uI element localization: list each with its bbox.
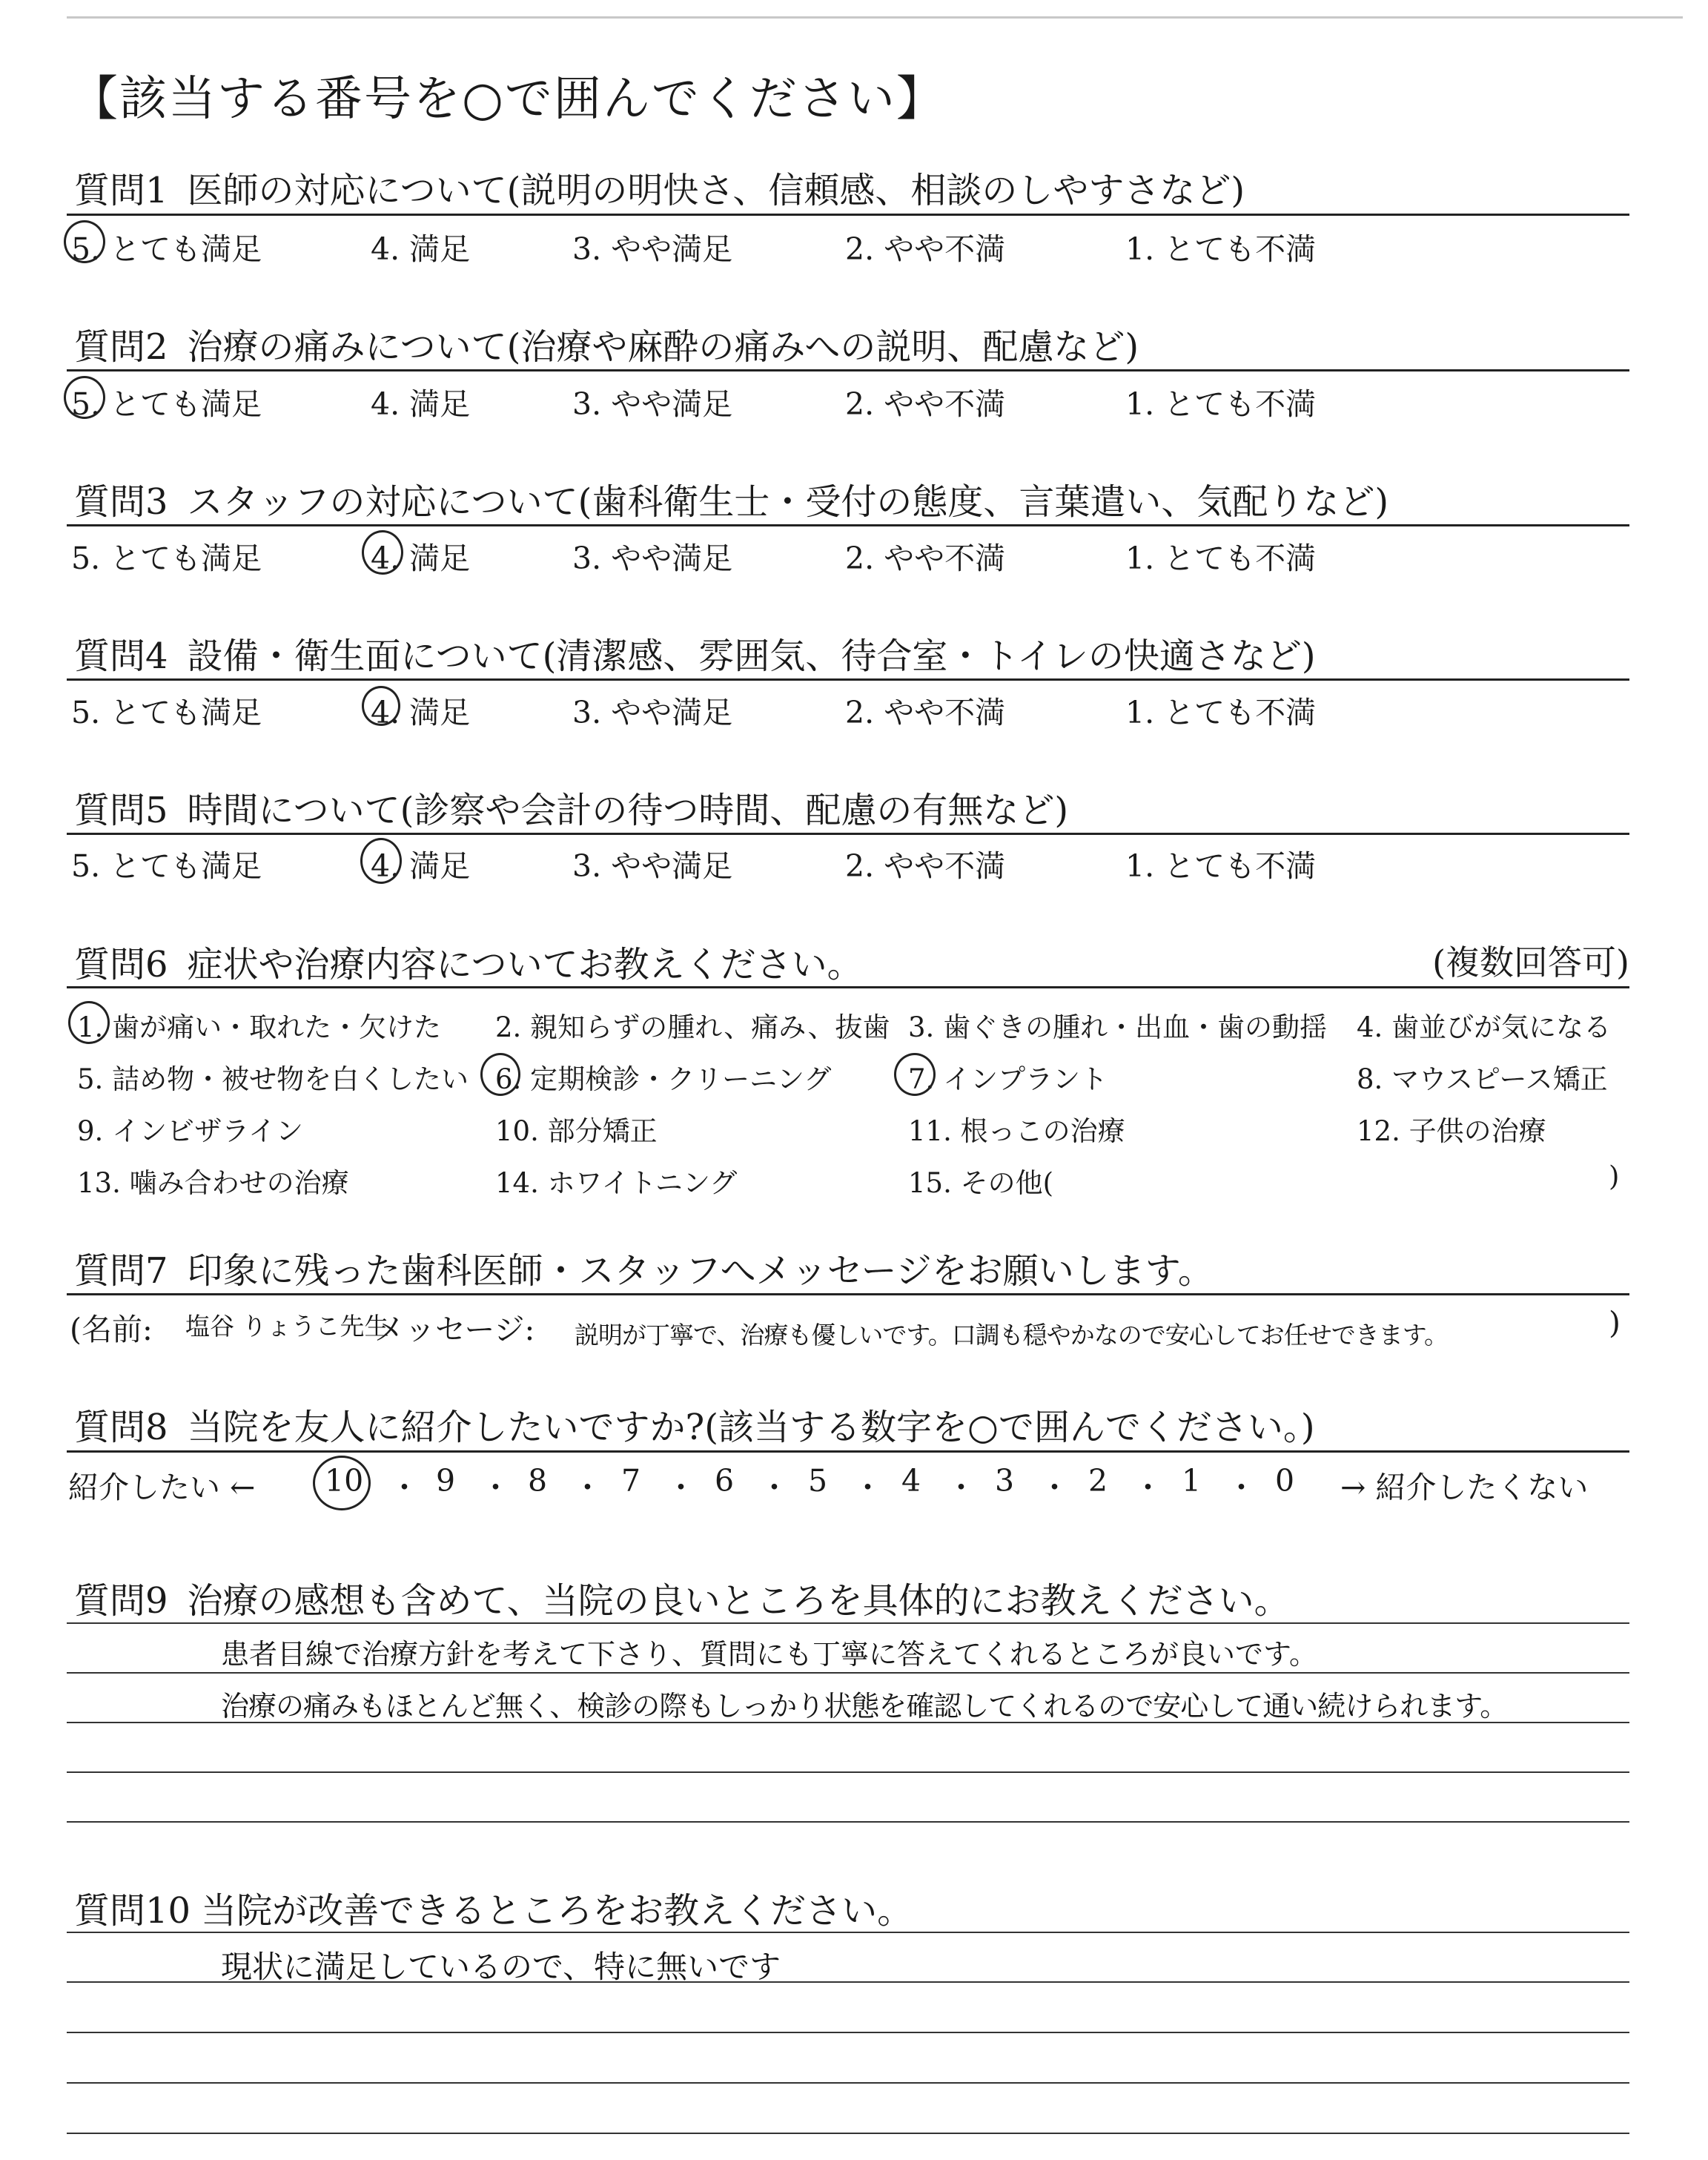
option-4[interactable]: 4. 満足 <box>371 386 471 422</box>
question-1 <box>74 162 1245 213</box>
question-number: 質問4 <box>74 635 168 677</box>
option-2[interactable]: 2. やや不満 <box>845 231 1006 267</box>
option-5[interactable]: 5. とても満足 <box>71 695 262 730</box>
question-rule <box>67 1293 1629 1295</box>
q6-option-11[interactable]: 11. 根っこの治療 <box>908 1115 1125 1147</box>
selection-circle <box>313 1456 371 1510</box>
answer-line <box>67 2082 1629 2084</box>
answer-line <box>67 1672 1629 1674</box>
scale-5[interactable]: 5 <box>808 1463 828 1499</box>
option-1[interactable]: 1. とても不満 <box>1125 695 1317 730</box>
question-number: 質問7 <box>74 1250 168 1292</box>
question-8 <box>74 1398 1315 1450</box>
question-rule <box>67 986 1629 988</box>
question-text: 当院を友人に紹介したいですか?(該当する数字を○で囲んでください。) <box>187 1407 1315 1448</box>
scale-dot: ・ <box>1039 1470 1070 1505</box>
scale-10[interactable]: 10 <box>325 1463 364 1499</box>
question-number: 質問6 <box>74 944 168 985</box>
option-4[interactable]: 4. 満足 <box>371 541 471 576</box>
q6-option-1[interactable]: 1. 歯が痛い・取れた・欠けた <box>77 1011 442 1043</box>
question-text: 医師の対応について(説明の明快さ、信頼感、相談のしやすさなど) <box>187 170 1245 211</box>
scale-2[interactable]: 2 <box>1088 1463 1108 1499</box>
question-rule <box>67 833 1629 835</box>
question-rule <box>67 1450 1629 1453</box>
scale-4[interactable]: 4 <box>901 1463 921 1499</box>
question-rule <box>67 369 1629 371</box>
q6-option-10[interactable]: 10. 部分矯正 <box>495 1115 658 1147</box>
question-rule <box>67 524 1629 526</box>
q6-option-7[interactable]: 7. インプラント <box>908 1063 1108 1095</box>
question-text: 症状や治療内容についてお教えください。 <box>187 944 863 985</box>
question-text: 時間について(診察や会計の待つ時間、配慮の有無など) <box>187 790 1069 831</box>
question-text: 印象に残った歯科医師・スタッフへメッセージをお願いします。 <box>187 1250 1214 1292</box>
scale-dot: ・ <box>1133 1470 1163 1505</box>
question-rule <box>67 678 1629 681</box>
scale-1[interactable]: 1 <box>1182 1463 1202 1499</box>
option-5[interactable]: 5. とても満足 <box>71 541 262 576</box>
message-label: メッセージ: <box>374 1312 535 1347</box>
question-number: 質問2 <box>74 326 168 368</box>
q6-option-9[interactable]: 9. インビザライン <box>77 1115 303 1147</box>
answer-line <box>67 1622 1629 1624</box>
option-1[interactable]: 1. とても不満 <box>1125 231 1317 267</box>
scale-8[interactable]: 8 <box>528 1463 548 1499</box>
scale-dot: ・ <box>1226 1470 1257 1505</box>
recommend-left-label: 紹介したい ← <box>68 1470 256 1505</box>
multiple-answer-note: (複数回答可) <box>1432 942 1629 982</box>
option-3[interactable]: 3. やや満足 <box>572 231 733 267</box>
question-text: 治療の感想も含めて、当院の良いところを具体的にお教えください。 <box>187 1580 1290 1622</box>
q6-option-4[interactable]: 4. 歯並びが気になる <box>1357 1011 1612 1043</box>
option-3[interactable]: 3. やや満足 <box>572 695 733 730</box>
option-3[interactable]: 3. やや満足 <box>572 541 733 576</box>
scale-dot: ・ <box>480 1470 511 1505</box>
question-10 <box>74 1882 913 1933</box>
option-5[interactable]: 5. とても満足 <box>71 231 262 267</box>
page-header: 【該当する番号を○で囲んでください】 <box>70 72 945 127</box>
option-1[interactable]: 1. とても不満 <box>1125 848 1317 884</box>
option-2[interactable]: 2. やや不満 <box>845 695 1006 730</box>
question-text: スタッフの対応について(歯科衛生士・受付の態度、言葉遣い、気配りなど) <box>187 481 1389 523</box>
answer-handwritten-line-2[interactable]: 治療の痛みもほとんど無く、検診の際もしっかり状態を確認してくれるので安心して通い続けられます。 <box>221 1690 1508 1723</box>
scale-7[interactable]: 7 <box>621 1463 641 1499</box>
question-6 <box>74 936 863 987</box>
selection-circle <box>480 1053 520 1096</box>
option-2[interactable]: 2. やや不満 <box>845 848 1006 884</box>
message-handwritten[interactable]: 説明が丁寧で、治療も優しいです。口調も穏やかなので安心してお任せできます。 <box>575 1321 1449 1350</box>
selection-circle <box>362 686 400 726</box>
q6-option-15[interactable]: 15. その他( <box>908 1167 1054 1199</box>
scale-dot: ・ <box>759 1470 790 1505</box>
selection-circle <box>360 838 402 884</box>
answer-handwritten-line-1[interactable]: 患者目線で治療方針を考えて下さり、質問にも丁寧に答えてくれるところが良いです。 <box>221 1638 1317 1671</box>
top-border <box>67 16 1683 19</box>
scale-dot: ・ <box>666 1470 696 1505</box>
question-text: 治療の痛みについて(治療や麻酔の痛みへの説明、配慮など) <box>187 326 1139 368</box>
q6-option-12[interactable]: 12. 子供の治療 <box>1357 1115 1546 1147</box>
answer-line <box>67 1771 1629 1773</box>
scale-dot: ・ <box>572 1470 603 1505</box>
question-number: 質問1 <box>74 170 168 211</box>
option-4[interactable]: 4. 満足 <box>371 848 471 884</box>
selection-circle <box>64 376 105 419</box>
name-label: (名前: <box>70 1312 153 1347</box>
message-close-paren: ) <box>1609 1305 1621 1341</box>
question-4 <box>74 627 1316 678</box>
answer-line <box>67 1932 1629 1933</box>
staff-name-handwritten[interactable]: 塩谷 りょうこ先生 <box>185 1312 389 1341</box>
option-1[interactable]: 1. とても不満 <box>1125 386 1317 422</box>
question-text: 設備・衛生面について(清潔感、雰囲気、待合室・トイレの快適さなど) <box>187 635 1316 677</box>
recommend-right-label: → 紹介したくない <box>1340 1470 1589 1505</box>
option-3[interactable]: 3. やや満足 <box>572 848 733 884</box>
question-number: 質問9 <box>74 1580 168 1622</box>
question-number: 質問10 <box>74 1890 191 1932</box>
question-number: 質問3 <box>74 481 168 523</box>
answer-handwritten-line-1[interactable]: 現状に満足しているので、特に無いです <box>221 1949 781 1985</box>
question-text: 当院が改善できるところをお教えください。 <box>201 1890 913 1932</box>
scale-dot: ・ <box>389 1470 420 1505</box>
scale-dot: ・ <box>853 1470 883 1505</box>
selection-circle <box>894 1053 936 1096</box>
answer-line <box>67 1821 1629 1823</box>
q6-option-5[interactable]: 5. 詰め物・被せ物を白くしたい <box>77 1063 469 1095</box>
q6-option-3[interactable]: 3. 歯ぐきの腫れ・出血・歯の動揺 <box>908 1011 1328 1043</box>
question-9 <box>74 1572 1290 1623</box>
scale-0[interactable]: 0 <box>1275 1463 1295 1499</box>
answer-line <box>67 2133 1629 2134</box>
option-4[interactable]: 4. 満足 <box>371 695 471 730</box>
scale-3[interactable]: 3 <box>995 1463 1015 1499</box>
question-5 <box>74 782 1068 833</box>
option-2[interactable]: 2. やや不満 <box>845 386 1006 422</box>
selection-circle <box>68 1001 110 1044</box>
question-2 <box>74 318 1139 369</box>
option-2[interactable]: 2. やや不満 <box>845 541 1006 576</box>
scale-6[interactable]: 6 <box>715 1463 735 1499</box>
question-number: 質問5 <box>74 790 168 831</box>
option-5[interactable]: 5. とても満足 <box>71 848 262 884</box>
q6-option-13[interactable]: 13. 噛み合わせの治療 <box>77 1167 349 1199</box>
option-1[interactable]: 1. とても不満 <box>1125 541 1317 576</box>
q6-option-8[interactable]: 8. マウスピース矯正 <box>1357 1063 1608 1095</box>
question-rule <box>67 214 1629 216</box>
answer-line <box>67 2032 1629 2033</box>
option-3[interactable]: 3. やや満足 <box>572 386 733 422</box>
scale-9[interactable]: 9 <box>436 1463 456 1499</box>
question-3 <box>74 473 1388 524</box>
selection-circle <box>362 530 403 575</box>
q6-option-14[interactable]: 14. ホワイトニング <box>495 1167 738 1199</box>
question-number: 質問8 <box>74 1407 168 1448</box>
selection-circle <box>64 220 105 263</box>
option-5[interactable]: 5. とても満足 <box>71 386 262 422</box>
q6-option-2[interactable]: 2. 親知らずの腫れ、痛み、抜歯 <box>495 1011 890 1043</box>
q6-option-6[interactable]: 6. 定期検診・クリーニング <box>495 1063 832 1095</box>
option-4[interactable]: 4. 満足 <box>371 231 471 267</box>
scale-dot: ・ <box>946 1470 976 1505</box>
q6-option-15-close: ) <box>1609 1160 1620 1192</box>
question-7 <box>74 1242 1214 1293</box>
